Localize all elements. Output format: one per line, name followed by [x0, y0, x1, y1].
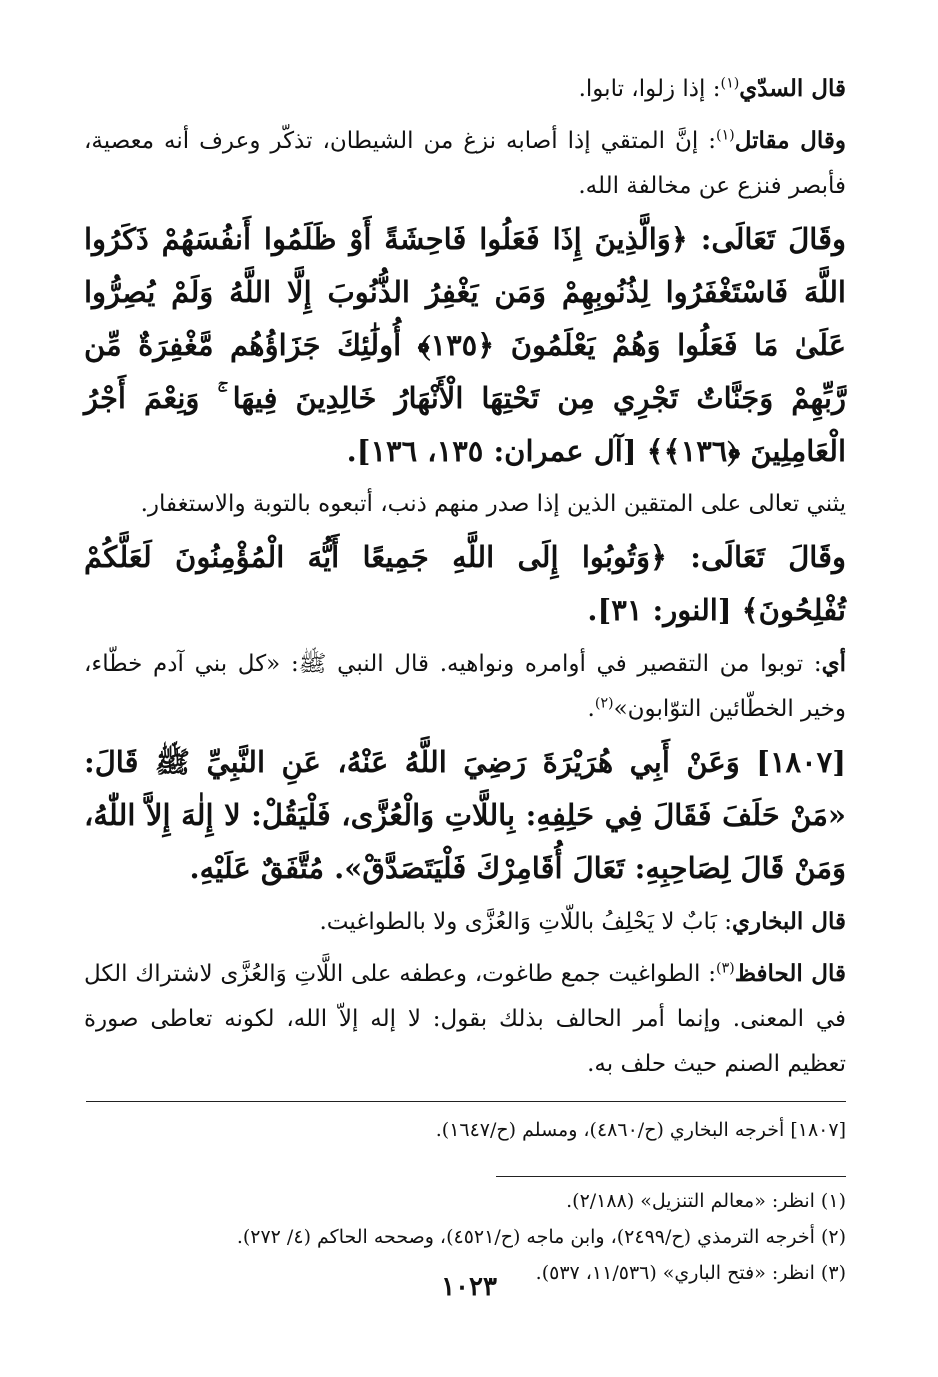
- speaker-ay: أي: [821, 650, 846, 677]
- page-body: [84, 66, 846, 1291]
- footnote-3: (٣) انظر: «فتح الباري» (١١/٥٣٦، ٥٣٧).: [535, 1262, 846, 1284]
- paragraph-hafiz: [84, 951, 846, 1087]
- paragraph-suddi: [84, 66, 846, 112]
- paragraph-muqatil: [84, 118, 846, 209]
- hadith-text: [١٨٠٧] وَعَنْ أَبِي هُرَيْرَةَ رَضِيَ اللَّهُ عَنْهُ، عَنِ النَّبِيِّ ﷺ قَالَ: «مَنْ حَلَفَ فَقَالَ فِي حَلِفِهِ: بِاللَّاتِ وَالْعُزَّى، فَلْيَقُلْ: لا إِلٰهَ إِلاَّ اللّٰهُ، وَمَنْ قَالَ لِصَاحِبِهِ: تَعَالَ أُقَامِرْكَ فَلْيَتَصَدَّقْ». مُتَّفَقٌ عَلَيْهِ.: [84, 745, 846, 885]
- footnote-ref-3: (٣): [715, 960, 735, 977]
- verse-ref-2: [النور: ٣١].: [587, 593, 742, 627]
- hadith-1807: [84, 736, 846, 895]
- verse-intro-2: وقَالَ تَعَالَى:: [667, 540, 846, 574]
- paragraph-tubu: [84, 641, 846, 732]
- verse-an-nur: [84, 531, 846, 637]
- text-suddi: : إذا زلوا، تابوا.: [578, 76, 721, 102]
- verse-al-imran: [84, 213, 846, 478]
- footnote-ref-1: (١): [720, 75, 740, 92]
- text-tubu: : توبوا من التقصير في أوامره ونواهيه. قال النبي ﷺ: «كل بني آدم خطّاء، وخير الخطّائين التوّابون»: [84, 651, 846, 722]
- verse-text-1: ﴿وَالَّذِينَ إِذَا فَعَلُوا فَاحِشَةً أَوْ ظَلَمُوا أَنفُسَهُمْ ذَكَرُوا اللَّهَ فَاسْتَغْفَرُوا لِذُنُوبِهِمْ وَمَن يَغْفِرُ الذُّنُوبَ إِلَّا اللَّهُ وَلَمْ يُصِرُّوا عَلَىٰ مَا فَعَلُوا وَهُمْ يَعْلَمُونَ ﴿١٣٥﴾ أُولَٰئِكَ جَزَاؤُهُم مَّغْفِرَةٌ مِّن رَّبِّهِمْ وَجَنَّاتٌ تَجْرِي مِن تَحْتِهَا الْأَنْهَارُ خَالِدِينَ فِيهَا ۚ وَنِعْمَ أَجْرُ الْعَامِلِينَ ﴿١٣٦﴾﴾: [84, 222, 847, 468]
- speaker-hafiz: قال الحافظ: [734, 960, 846, 987]
- text-tubu-end: .: [587, 696, 595, 722]
- text-bukhari: : بَابٌ لا يَحْلِفُ باللّاتِ وَالعُزَّى ولا بالطواغيت.: [319, 909, 732, 935]
- footnote-2: (٢) أخرجه الترمذي (ح/٢٤٩٩)، وابن ماجه (ح/٤٥٢١)، وصححه الحاكم (٤/ ٢٧٢).: [236, 1226, 846, 1248]
- speaker-bukhari: قال البخاري: [731, 908, 846, 935]
- divider-takhrij: [86, 1101, 846, 1102]
- verse-text-2: ﴿وَتُوبُوا إِلَى اللَّهِ جَمِيعًا أَيُّهَ الْمُؤْمِنُونَ لَعَلَّكُمْ تُفْلِحُونَ﴾: [84, 540, 846, 627]
- paragraph-tafsir: [84, 482, 846, 527]
- text-tafsir: يثني تعالى على المتقين الذين إذا صدر منهم ذنب، أتبعوه بالتوبة والاستغفار.: [140, 491, 846, 517]
- speaker-muqatil: وقال مقاتل: [734, 127, 846, 154]
- speaker-suddi: قال السدّي: [739, 75, 846, 102]
- verse-intro-1: وقَالَ تَعَالَى:: [687, 222, 846, 256]
- text-hafiz: : الطواغيت جمع طاغوت، وعطفه على اللَّاتِ وَالعُزَّى لاشتراك الكل في المعنى. وإنما أمر الحالف بذلك بقول: لا إله إلاّ الله، لكونه تعاطى صورة تعظيم الصنم حيث حلف به.: [84, 961, 846, 1077]
- footnote-ref-2: (٢): [594, 695, 614, 712]
- page-number: ١٠٢٣: [441, 1272, 497, 1302]
- footnote-ref-1b: (١): [715, 127, 735, 144]
- takhrij-note: [١٨٠٧] أخرجه البخاري (ح/٤٨٦٠)، ومسلم (ح/١٦٤٧).: [435, 1119, 846, 1141]
- footnote-1: (١) انظر: «معالم التنزيل» (٢/١٨٨).: [566, 1190, 846, 1212]
- paragraph-bukhari: [84, 899, 846, 945]
- divider-footnotes: [496, 1176, 846, 1177]
- text-muqatil: : إنَّ المتقي إذا أصابه نزغ من الشيطان، تذكّر وعرف أنه معصية، فأبصر فنزع عن مخالفة الله.: [84, 128, 846, 199]
- verse-ref-1: [آل عمران: ١٣٥، ١٣٦].: [346, 434, 647, 468]
